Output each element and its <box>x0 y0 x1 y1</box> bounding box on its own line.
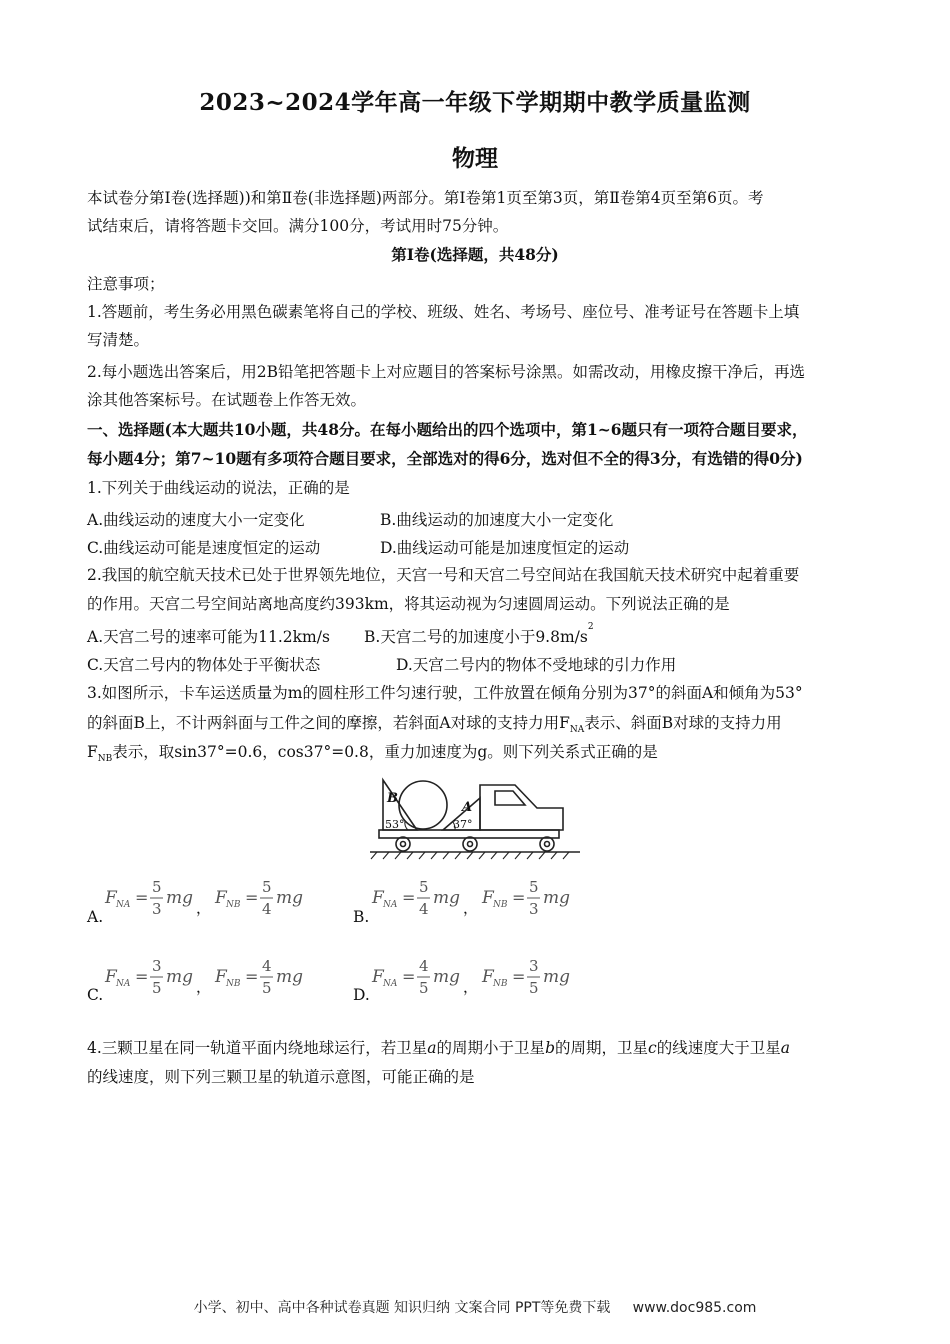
q4-text-1: 4.三颗卫星在同一轨道平面内绕地球运行，若卫星 <box>87 1039 428 1057</box>
q1-option-d: D.曲线运动可能是加速度恒定的运动 <box>380 539 630 557</box>
q3-option-2-fna-subscript: NA <box>116 979 131 989</box>
q3-option-2-fnb-tail: mg <box>276 967 304 987</box>
q3-option-1-fna-denominator: 4 <box>419 900 429 918</box>
q3-option-1-fnb-numerator: 5 <box>529 878 539 896</box>
q3-option-label-2: C. <box>87 986 104 1004</box>
q3-option-formula-0 <box>103 873 318 923</box>
q3-option-3-fna-equals: = <box>402 967 416 986</box>
q3-line-1: 3.如图所示，卡车运送质量为m的圆柱形工件匀速行驶，工件放置在倾角分别为37°的斜面A和倾角为53° <box>87 684 803 702</box>
q3-option-1-fnb <box>481 878 570 918</box>
q3-option-1-fnb-denominator: 3 <box>529 900 539 918</box>
q3-option-2-fna-symbol: F <box>105 967 117 987</box>
note-1-line-2: 写清楚。 <box>87 331 150 349</box>
q3-option-1-fnb-equals: = <box>512 888 526 907</box>
q3-option-3-fnb <box>481 957 570 997</box>
q3-option-2-fnb-numerator: 4 <box>262 957 272 975</box>
q3-option-2-fnb-equals: = <box>245 967 259 986</box>
q3-option-2-fnb-subscript: NB <box>226 979 241 989</box>
q3-option-2-fnb-denominator: 5 <box>262 979 272 997</box>
q3-option-2-fna-denominator: 5 <box>152 979 162 997</box>
cab-window <box>495 791 525 805</box>
note-2-line-1: 2.每小题选出答案后，用2B铅笔把答题卡上对应题目的答案标号涂黑。如需改动，用橡皮擦干净后，再选 <box>87 363 806 381</box>
q3-line-2-a: 的斜面B上，不计两斜面与工件之间的摩擦，若斜面A对球的支持力用F <box>87 714 570 732</box>
q2-option-b <box>364 622 594 647</box>
subject-title: 物理 <box>452 145 498 172</box>
q3-option-1-fnb-subscript: NB <box>493 900 508 910</box>
part1-line-1: 一、选择题(本大题共10小题，共48分。在每小题给出的四个选项中，第1~6题只有一项符合题目要求， <box>87 420 808 439</box>
q3-option-3-fnb-symbol: F <box>482 967 494 987</box>
truck-figure <box>365 775 590 865</box>
q3-option-1-fna-numerator: 5 <box>419 878 429 896</box>
wheel-3-hub <box>545 842 550 847</box>
q3-line-2 <box>87 713 867 740</box>
q4-var-a: a <box>427 1039 437 1057</box>
q3-option-0-fnb-subscript: NB <box>226 900 241 910</box>
page-footer <box>0 1297 950 1317</box>
q3-option-3-fnb-subscript: NB <box>493 979 508 989</box>
q4-var-b: b <box>545 1039 555 1057</box>
q4-var-a-2: a <box>780 1039 790 1057</box>
q3-line-3-sub: NB <box>97 754 113 765</box>
q3-option-3-fna-symbol: F <box>372 967 384 987</box>
q1-option-a: A.曲线运动的速度大小一定变化 <box>87 511 305 529</box>
note-1-line-1: 1.答题前，考生务必用黑色碳素笔将自己的学校、班级、姓名、考场号、座位号、准考证号在答题卡上填 <box>87 303 800 321</box>
truck-cab <box>480 785 563 830</box>
q3-option-1-fnb-tail: mg <box>543 888 571 908</box>
q3-option-label-0: A. <box>87 908 104 926</box>
q3-option-2-fna <box>104 957 193 997</box>
q3-option-formula-2 <box>103 952 318 1002</box>
q2-option-d: D.天宫二号内的物体不受地球的引力作用 <box>396 656 677 674</box>
q3-option-2-fnb <box>214 957 303 997</box>
wheel-1-hub <box>401 842 406 847</box>
angle-label-b: 53° <box>385 818 405 831</box>
q2-option-a: A.天宫二号的速率可能为11.2km/s <box>87 628 330 646</box>
angle-label-a: 37° <box>453 818 473 831</box>
q3-option-1-comma: ， <box>463 899 479 917</box>
q3-line-3-a: F <box>87 743 98 761</box>
q1-stem: 1.下列关于曲线运动的说法，正确的是 <box>87 479 350 497</box>
ground-hatch <box>371 852 569 859</box>
wheel-3 <box>540 837 554 851</box>
q4-var-c: c <box>648 1039 657 1057</box>
q3-option-3-fna <box>371 957 460 997</box>
q3-option-3-fnb-numerator: 3 <box>529 957 539 975</box>
q3-option-1-fna <box>371 878 460 918</box>
q3-option-0-fna <box>104 878 193 918</box>
part1-line-2: 每小题4分；第7~10题有多项符合题目要求，全部选对的得6分，选对但不全的得3分，有选错的得0分) <box>87 449 803 468</box>
q3-option-0-fnb-equals: = <box>245 888 259 907</box>
q4-line-2: 的线速度，则下列三颗卫星的轨道示意图，可能正确的是 <box>87 1068 475 1086</box>
q3-option-label-1: B. <box>353 908 370 926</box>
wheel-1 <box>396 837 410 851</box>
wheel-2 <box>463 837 477 851</box>
q3-option-3-fnb-denominator: 5 <box>529 979 539 997</box>
intro-line-2: 试结束后，请将答题卡交回。满分100分，考试用时75分钟。 <box>87 217 509 235</box>
q1-option-b: B.曲线运动的加速度大小一定变化 <box>380 511 614 529</box>
q3-option-1-fna-equals: = <box>402 888 416 907</box>
q3-line-3-b: 表示，取sin37°=0.6，cos37°=0.8，重力加速度为g。则下列关系式正确的是 <box>112 743 658 761</box>
q3-option-0-comma: ， <box>196 899 212 917</box>
q3-option-0-fna-equals: = <box>135 888 149 907</box>
q4-text-4: 的线速度大于卫星 <box>656 1039 781 1057</box>
q3-option-1-fna-tail: mg <box>433 888 461 908</box>
q4-line-1 <box>87 1038 867 1058</box>
wheel-2-hub <box>468 842 473 847</box>
q3-option-formula-1 <box>370 873 585 923</box>
q3-option-2-comma: ， <box>196 978 212 996</box>
q3-option-3-fnb-tail: mg <box>543 967 571 987</box>
q3-option-0-fna-numerator: 5 <box>152 878 162 896</box>
q3-option-2-fna-tail: mg <box>166 967 194 987</box>
q3-line-2-sub: NA <box>569 725 585 736</box>
q2-line-1: 2.我国的航空航天技术已处于世界领先地位，天宫一号和天宫二号空间站在我国航天技术研究中起着重要 <box>87 566 800 584</box>
q3-option-3-fnb-equals: = <box>512 967 526 986</box>
q3-line-3 <box>87 742 867 769</box>
q3-option-formula-3 <box>370 952 585 1002</box>
label-a: A <box>462 800 473 815</box>
q3-option-2-fna-numerator: 3 <box>152 957 162 975</box>
q4-text-2: 的周期小于卫星 <box>436 1039 546 1057</box>
notes-heading: 注意事项； <box>87 275 165 293</box>
cylinder-workpiece <box>399 781 447 829</box>
q3-option-1-fnb-symbol: F <box>482 888 494 908</box>
q3-option-3-fna-denominator: 5 <box>419 979 429 997</box>
section-title: 第Ⅰ卷(选择题，共48分) <box>391 245 559 264</box>
q2-option-c: C.天宫二号内的物体处于平衡状态 <box>87 656 321 674</box>
q2-option-b-exponent: 2 <box>587 622 594 632</box>
q3-option-3-fna-subscript: NA <box>383 979 398 989</box>
q3-option-2-fnb-symbol: F <box>215 967 227 987</box>
q3-option-3-fna-tail: mg <box>433 967 461 987</box>
q3-option-0-fna-denominator: 3 <box>152 900 162 918</box>
q3-option-0-fna-symbol: F <box>105 888 117 908</box>
q3-option-0-fnb-numerator: 5 <box>262 878 272 896</box>
footer-site-link[interactable]: www.doc985.com <box>632 1300 757 1316</box>
intro-line-1: 本试卷分第Ⅰ卷(选择题))和第Ⅱ卷(非选择题)两部分。第Ⅰ卷第1页至第3页，第Ⅱ卷第4页至第6页。考 <box>87 189 764 207</box>
q1-option-c: C.曲线运动可能是速度恒定的运动 <box>87 539 321 557</box>
q3-line-2-b: 表示、斜面B对球的支持力用 <box>584 714 782 732</box>
q3-option-0-fna-subscript: NA <box>116 900 131 910</box>
q3-option-3-fna-numerator: 4 <box>419 957 429 975</box>
q3-option-1-fna-symbol: F <box>372 888 384 908</box>
q3-option-0-fnb-denominator: 4 <box>262 900 272 918</box>
q3-option-2-fna-equals: = <box>135 967 149 986</box>
q3-option-1-fna-subscript: NA <box>383 900 398 910</box>
q3-option-0-fnb-tail: mg <box>276 888 304 908</box>
q2-option-b-text: B.天宫二号的加速度小于9.8m/s <box>364 628 588 646</box>
q3-option-0-fnb <box>214 878 303 918</box>
q3-option-0-fna-tail: mg <box>166 888 194 908</box>
label-b: B <box>387 791 398 806</box>
exam-title: 2023~2024学年高一年级下学期期中教学质量监测 <box>199 89 751 116</box>
q3-option-0-fnb-symbol: F <box>215 888 227 908</box>
q4-text-3: 的周期，卫星 <box>555 1039 649 1057</box>
note-2-line-2: 涂其他答案标号。在试题卷上作答无效。 <box>87 391 367 409</box>
q2-line-2: 的作用。天宫二号空间站离地高度约393km，将其运动视为匀速圆周运动。下列说法正确的是 <box>87 595 730 613</box>
q3-option-3-comma: ， <box>463 978 479 996</box>
q3-option-label-3: D. <box>353 986 370 1004</box>
footer-text: 小学、初中、高中各种试卷真题 知识归纳 文案合同 PPT等免费下载 <box>193 1300 611 1316</box>
